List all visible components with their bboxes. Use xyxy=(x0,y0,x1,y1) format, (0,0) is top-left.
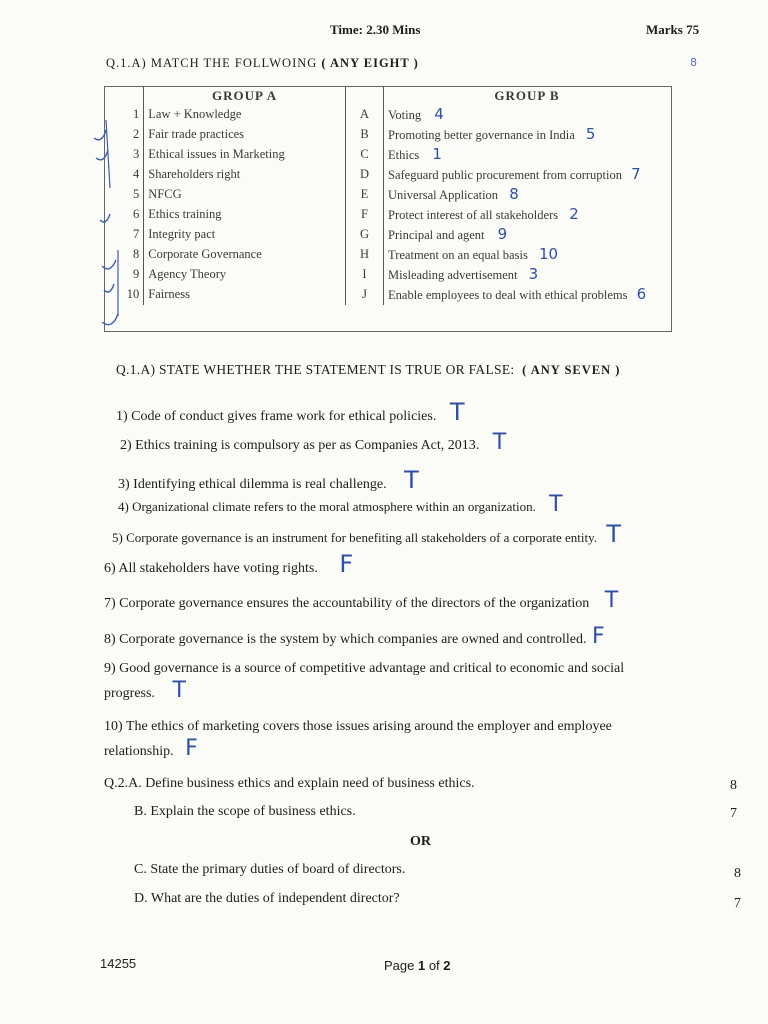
handwritten-answer: T xyxy=(404,466,419,494)
row-number: 7 xyxy=(104,225,144,245)
group-b-cell xyxy=(384,245,670,265)
row-number: 2 xyxy=(104,125,144,145)
table-row xyxy=(104,145,670,165)
handwritten-answer: 2 xyxy=(569,205,579,223)
statement-text: 4) Organizational climate refers to the moral atmosphere within an organization. xyxy=(118,499,536,514)
row-number: 3 xyxy=(104,145,144,165)
statement-9 xyxy=(104,658,624,705)
row-number: 1 xyxy=(104,105,144,125)
statement-7 xyxy=(104,588,618,613)
or-label: OR xyxy=(410,834,431,849)
handwritten-answer: 7 xyxy=(631,165,641,183)
handwritten-answer: T xyxy=(492,430,507,455)
statement-text: 5) Corporate governance is an instrument for benefiting all stakeholders of a corporate entity. xyxy=(112,530,598,545)
handwritten-answer: 3 xyxy=(528,265,539,283)
table-header-row xyxy=(104,86,670,105)
q1a-choice: ( ANY EIGHT ) xyxy=(321,56,419,70)
table-row xyxy=(104,265,670,285)
group-b-cell xyxy=(384,105,670,125)
page-total: 2 xyxy=(443,958,451,973)
statement-text-cont: progress. xyxy=(104,686,155,701)
row-number: 9 xyxy=(104,265,144,285)
statement-text: 1) Code of conduct gives frame work for ethical policies. xyxy=(116,409,437,424)
q2c-text: C. State the primary duties of board of directors. xyxy=(134,862,406,877)
corner-mark: 8 xyxy=(690,56,697,69)
q1b-title: Q.1.A) STATE WHETHER THE STATEMENT IS TRUE OR FALSE: xyxy=(116,362,515,377)
handwritten-answer: T xyxy=(606,520,621,548)
statement-text: 9) Good governance is a source of competitive advantage and critical to economic and social xyxy=(104,661,625,676)
group-a-item: Law + Knowledge xyxy=(144,105,346,125)
group-b-item: Treatment on an equal basis xyxy=(388,248,528,262)
q1b-choice: ( ANY SEVEN ) xyxy=(522,363,621,377)
handwritten-answer: T xyxy=(604,588,619,613)
statement-text: 10) The ethics of marketing covers those issues arising around the employer and employee xyxy=(104,719,612,734)
group-b-item: Universal Application xyxy=(388,188,499,202)
handwritten-answer: F xyxy=(339,550,354,578)
statement-4 xyxy=(118,492,563,517)
handwritten-answer: T xyxy=(449,398,465,426)
group-a-item: Fairness xyxy=(144,285,346,305)
group-a-item: Integrity pact xyxy=(144,225,346,245)
table-row xyxy=(104,285,670,305)
group-b-item: Principal and agent xyxy=(388,228,485,242)
q2a-marks: 8 xyxy=(730,778,737,793)
page-indicator xyxy=(384,958,451,973)
statement-2 xyxy=(120,430,506,455)
statement-text: 7) Corporate governance ensures the accountability of the directors of the organization xyxy=(104,596,590,611)
match-table xyxy=(104,86,670,305)
page-number: 1 xyxy=(417,958,426,973)
handwritten-answer: 10 xyxy=(538,245,559,263)
q1b-heading xyxy=(116,362,620,378)
statement-1 xyxy=(116,398,465,426)
q2d-text: D. What are the duties of independent director? xyxy=(134,891,400,906)
handwritten-answer: 6 xyxy=(636,285,647,303)
time-label: Time: 2.30 Mins xyxy=(330,22,421,37)
row-number: 5 xyxy=(104,185,144,205)
statement-6 xyxy=(104,550,353,578)
statement-text: 8) Corporate governance is the system by which companies are owned and controlled. xyxy=(104,632,587,647)
statement-5 xyxy=(112,520,621,548)
group-a-item: Fair trade practices xyxy=(144,125,346,145)
group-b-item: Promoting better governance in India xyxy=(388,128,575,142)
row-number: 10 xyxy=(104,285,144,305)
row-number: 6 xyxy=(104,205,144,225)
q2d-marks: 7 xyxy=(734,896,741,911)
group-b-letter: G xyxy=(345,225,383,245)
statement-text: 3) Identifying ethical dilemma is real challenge. xyxy=(118,477,387,492)
group-a-item: NFCG xyxy=(144,185,346,205)
table-row xyxy=(104,205,670,225)
group-b-title: GROUP B xyxy=(494,88,560,103)
group-b-cell xyxy=(384,285,670,305)
statement-text: 6) All stakeholders have voting rights. xyxy=(104,561,318,576)
group-b-letter: H xyxy=(345,245,383,265)
group-a-title: GROUP A xyxy=(144,86,346,105)
group-b-item: Misleading advertisement xyxy=(388,268,518,282)
table-row xyxy=(104,245,670,265)
handwritten-answer: 9 xyxy=(497,225,508,243)
handwritten-answer: 5 xyxy=(585,125,596,143)
group-b-item: Safeguard public procurement from corruption xyxy=(388,168,622,182)
group-a-item: Corporate Governance xyxy=(144,245,346,265)
handwritten-answer: T xyxy=(549,492,563,517)
statement-8 xyxy=(104,624,605,649)
group-a-item: Shareholders right xyxy=(144,165,346,185)
table-row xyxy=(104,105,670,125)
group-b-cell xyxy=(384,185,670,205)
marks-label: Marks 75 xyxy=(646,22,700,37)
group-b-letter: F xyxy=(345,205,383,225)
handwritten-answer: F xyxy=(591,624,605,649)
group-b-letter: C xyxy=(345,145,383,165)
group-b-cell xyxy=(384,165,670,185)
q2c-marks: 8 xyxy=(734,866,741,881)
group-a-item: Ethics training xyxy=(144,205,346,225)
group-b-item: Voting xyxy=(388,108,422,122)
statement-10 xyxy=(104,716,612,763)
row-number: 8 xyxy=(104,245,144,265)
group-b-letter: B xyxy=(345,125,383,145)
statement-text: 2) Ethics training is compulsory as per as Companies Act, 2013. xyxy=(120,438,480,453)
table-row xyxy=(104,225,670,245)
group-a-item: Ethical issues in Marketing xyxy=(144,145,346,165)
group-b-letter: A xyxy=(345,105,383,125)
group-b-item: Enable employees to deal with ethical problems xyxy=(388,288,628,302)
q1a-title: Q.1.A) MATCH THE FOLLWOING xyxy=(106,56,318,70)
group-b-cell xyxy=(384,205,670,225)
handwritten-answer: 8 xyxy=(509,185,519,203)
table-row xyxy=(104,125,670,145)
tick-marks xyxy=(88,100,138,340)
handwritten-answer: 4 xyxy=(434,105,444,123)
group-b-cell xyxy=(384,225,670,245)
table-row xyxy=(104,165,670,185)
group-b-letter: E xyxy=(345,185,383,205)
group-b-letter: J xyxy=(345,285,383,305)
handwritten-answer: 1 xyxy=(432,145,442,163)
q2b-marks: 7 xyxy=(730,806,737,821)
group-b-cell xyxy=(384,145,670,165)
page-prefix: Page xyxy=(384,958,418,973)
statement-text-cont: relationship. xyxy=(104,744,174,759)
group-b-item: Protect interest of all stakeholders xyxy=(388,208,559,222)
handwritten-answer: F xyxy=(185,736,198,761)
group-b-item: Ethics xyxy=(388,148,420,162)
group-b-letter: I xyxy=(345,265,383,285)
q2b-text: B. Explain the scope of business ethics. xyxy=(134,804,356,819)
group-b-cell xyxy=(384,125,670,145)
page-mid: of xyxy=(425,958,444,973)
q1a-heading xyxy=(106,56,419,71)
q2a-text: Q.2.A. Define business ethics and explain need of business ethics. xyxy=(104,776,475,791)
row-number: 4 xyxy=(104,165,144,185)
group-b-letter: D xyxy=(345,165,383,185)
group-a-item: Agency Theory xyxy=(144,265,346,285)
paper-code: 14255 xyxy=(100,956,137,971)
statement-3 xyxy=(118,466,419,494)
handwritten-answer: T xyxy=(172,678,186,703)
table-row xyxy=(104,185,670,205)
group-b-cell xyxy=(384,265,670,285)
